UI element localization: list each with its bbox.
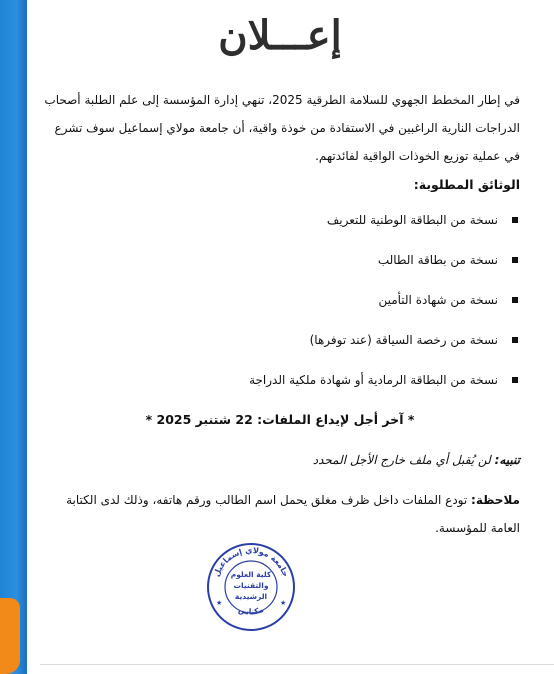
list-item (249, 200, 520, 240)
note-text: تودع الملفات داخل ظرف مغلق يحمل اسم الطالب ورقم هاتفه، وذلك لدى الكتابة العامة للمؤسسة. (66, 493, 520, 535)
document-label: نسخة من شهادة التأمين (378, 293, 498, 307)
note-label: ملاحظة: (471, 493, 520, 507)
left-blue-stripe (0, 0, 27, 674)
warning-text: لن يُقبل أي ملف خارج الأجل المحدد (312, 453, 491, 467)
warning-line (313, 453, 520, 467)
document-label: نسخة من بطاقة الطالب (377, 253, 498, 267)
square-bullet-icon (512, 377, 518, 383)
stamp-center-line1: كلية العلوم (230, 570, 272, 579)
list-item (249, 360, 520, 400)
document-label: نسخة من البطاقة الوطنية للتعريف (326, 213, 498, 227)
stamp-center-line3: الرشيدية (234, 592, 268, 601)
star-icon: ★ (280, 599, 287, 607)
institution-stamp (205, 541, 297, 633)
warning-label: تنبيه: (494, 453, 520, 467)
stamp-ring-bottom: مكناس (237, 604, 265, 617)
list-item (249, 320, 520, 360)
square-bullet-icon (512, 257, 518, 263)
square-bullet-icon (512, 337, 518, 343)
page-title: إعـــلان (218, 12, 342, 59)
square-bullet-icon (512, 297, 518, 303)
documents-list (249, 200, 520, 400)
document-label: نسخة من البطاقة الرمادية أو شهادة ملكية الدراجة (249, 373, 498, 387)
intro-paragraph: في إطار المخطط الجهوي للسلامة الطرقية 2025، تنهي إدارة المؤسسة إلى علم الطلبة أصحاب الدراجات النارية الراغبين في الاستفادة من خوذة واقية، أن جامعة مولاي إسماعيل سوف تشرع في عملية توزيع الخوذات الواقية لفائدتهم. (44, 93, 520, 163)
stamp-ring-top: جامعة مولاي إسماعيل (211, 545, 291, 578)
square-bullet-icon (512, 217, 518, 223)
star-icon: ★ (216, 599, 223, 607)
document-label: نسخة من رخصة السياقة (عند توفرها) (309, 333, 498, 347)
page-bottom-rule (40, 664, 554, 665)
list-item (249, 240, 520, 280)
note-paragraph (38, 486, 520, 542)
documents-heading: الوثائق المطلوبة: (413, 177, 520, 192)
list-item (249, 280, 520, 320)
orange-logo-fragment (0, 598, 20, 674)
stamp-center-line2: والتقنيات (233, 581, 269, 590)
deadline-line: * آخر أجل لإيداع الملفات: 22 شتنبر 2025 * (145, 412, 415, 427)
